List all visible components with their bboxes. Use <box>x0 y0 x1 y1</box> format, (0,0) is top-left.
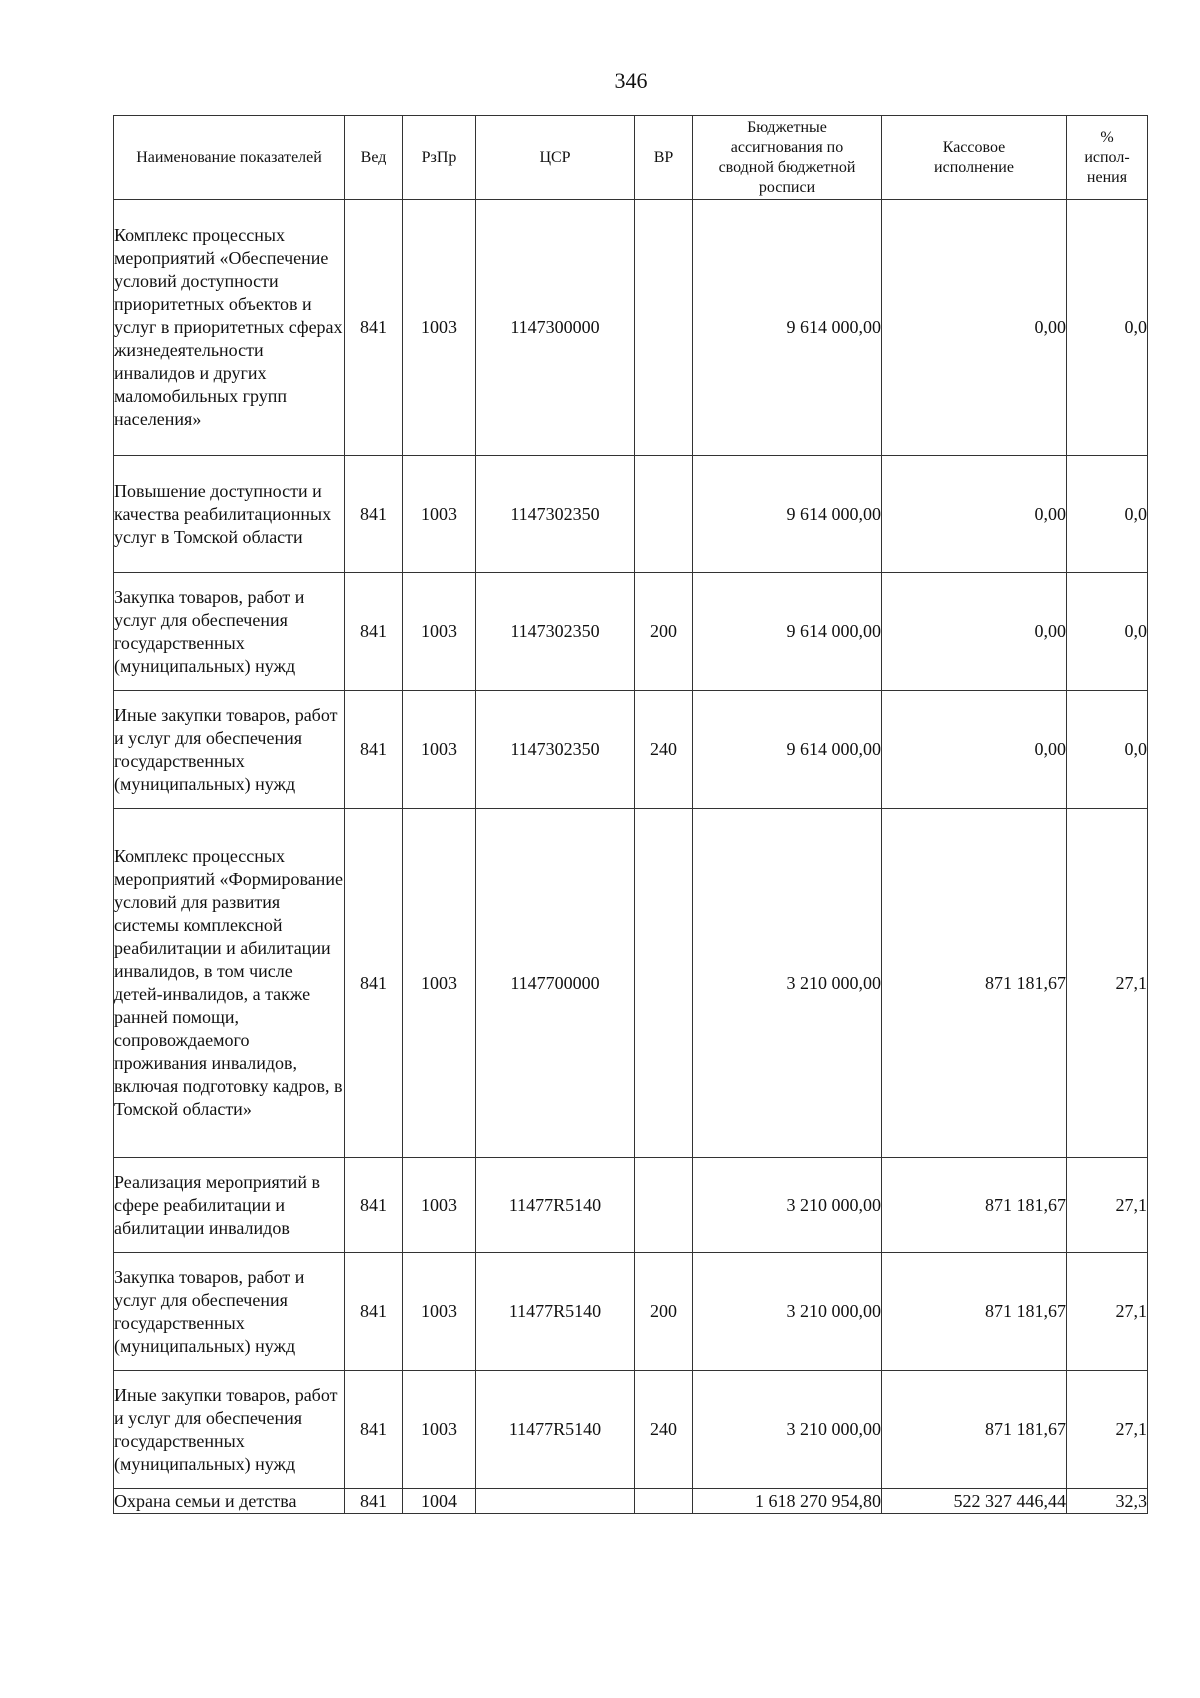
row-percent: 32,3 <box>1067 1489 1148 1514</box>
row-ved: 841 <box>345 691 403 809</box>
row-vr <box>635 456 693 573</box>
row-vr <box>635 809 693 1158</box>
row-csr: 1147302350 <box>476 456 635 573</box>
row-assignments: 3 210 000,00 <box>693 809 882 1158</box>
row-cash-execution: 871 181,67 <box>882 809 1067 1158</box>
row-name: Иные закупки товаров, работ и услуг для обеспечения государственных (муниципальных) нужд <box>114 691 345 809</box>
row-ved: 841 <box>345 1158 403 1253</box>
table-row <box>114 691 1148 809</box>
row-vr: 200 <box>635 573 693 691</box>
row-percent: 0,0 <box>1067 691 1148 809</box>
row-csr: 1147300000 <box>476 200 635 456</box>
row-rzpr: 1003 <box>403 573 476 691</box>
row-ved: 841 <box>345 809 403 1158</box>
row-vr: 200 <box>635 1253 693 1371</box>
row-cash-execution: 0,00 <box>882 573 1067 691</box>
table-row <box>114 1371 1148 1489</box>
row-csr: 11477R5140 <box>476 1371 635 1489</box>
row-vr <box>635 1158 693 1253</box>
row-assignments: 9 614 000,00 <box>693 691 882 809</box>
row-csr: 11477R5140 <box>476 1253 635 1371</box>
header-vr: ВР <box>635 116 693 200</box>
row-percent: 27,1 <box>1067 809 1148 1158</box>
row-assignments: 3 210 000,00 <box>693 1371 882 1489</box>
row-ved: 841 <box>345 573 403 691</box>
row-ved: 841 <box>345 1489 403 1514</box>
row-ved: 841 <box>345 1253 403 1371</box>
row-csr: 1147700000 <box>476 809 635 1158</box>
page-number: 346 <box>614 68 648 93</box>
row-name: Комплекс процессных мероприятий «Обеспечение условий доступности приоритетных объектов и услуг в приоритетных сферах жизнедеятельности инвалидов и других маломобильных групп населения» <box>114 200 345 456</box>
row-rzpr: 1004 <box>403 1489 476 1514</box>
row-name: Закупка товаров, работ и услуг для обеспечения государственных (муниципальных) нужд <box>114 573 345 691</box>
row-rzpr: 1003 <box>403 456 476 573</box>
table-header-row <box>114 116 1148 200</box>
header-rzpr: РзПр <box>403 116 476 200</box>
row-name: Повышение доступности и качества реабилитационных услуг в Томской области <box>114 456 345 573</box>
row-name: Иные закупки товаров, работ и услуг для обеспечения государственных (муниципальных) нужд <box>114 1371 345 1489</box>
row-percent: 27,1 <box>1067 1371 1148 1489</box>
header-csr: ЦСР <box>476 116 635 200</box>
table-row <box>114 809 1148 1158</box>
row-rzpr: 1003 <box>403 200 476 456</box>
table-row <box>114 1253 1148 1371</box>
row-rzpr: 1003 <box>403 691 476 809</box>
row-assignments: 3 210 000,00 <box>693 1158 882 1253</box>
row-percent: 0,0 <box>1067 200 1148 456</box>
header-cash-execution: Кассовое исполнение <box>882 116 1067 200</box>
header-ved: Вед <box>345 116 403 200</box>
row-csr: 11477R5140 <box>476 1158 635 1253</box>
table-row <box>114 1489 1148 1514</box>
row-csr: 1147302350 <box>476 691 635 809</box>
row-percent: 27,1 <box>1067 1158 1148 1253</box>
row-assignments: 9 614 000,00 <box>693 456 882 573</box>
row-csr: 1147302350 <box>476 573 635 691</box>
row-rzpr: 1003 <box>403 1371 476 1489</box>
budget-execution-table <box>113 115 1148 1514</box>
row-cash-execution: 0,00 <box>882 691 1067 809</box>
row-ved: 841 <box>345 456 403 573</box>
row-percent: 27,1 <box>1067 1253 1148 1371</box>
row-name: Охрана семьи и детства <box>114 1489 345 1514</box>
row-assignments: 9 614 000,00 <box>693 573 882 691</box>
row-assignments: 1 618 270 954,80 <box>693 1489 882 1514</box>
row-cash-execution: 871 181,67 <box>882 1253 1067 1371</box>
row-rzpr: 1003 <box>403 809 476 1158</box>
table-row <box>114 200 1148 456</box>
header-assignments: Бюджетные ассигнования по сводной бюджетной росписи <box>693 116 882 200</box>
row-assignments: 3 210 000,00 <box>693 1253 882 1371</box>
row-vr <box>635 1489 693 1514</box>
table-row <box>114 1158 1148 1253</box>
row-vr <box>635 200 693 456</box>
row-vr: 240 <box>635 691 693 809</box>
row-percent: 0,0 <box>1067 456 1148 573</box>
header-name: Наименование показателей <box>114 116 345 200</box>
row-cash-execution: 871 181,67 <box>882 1371 1067 1489</box>
table-row <box>114 456 1148 573</box>
row-rzpr: 1003 <box>403 1253 476 1371</box>
row-ved: 841 <box>345 1371 403 1489</box>
row-name: Комплекс процессных мероприятий «Формирование условий для развития системы комплексной реабилитации и абилитации инвалидов, в том числе детей-инвалидов, а также ранней помощи, сопровождаемого проживания инвалидов, включая подготовку кадров, в Томской области» <box>114 809 345 1158</box>
row-name: Закупка товаров, работ и услуг для обеспечения государственных (муниципальных) нужд <box>114 1253 345 1371</box>
table-row <box>114 573 1148 691</box>
row-cash-execution: 0,00 <box>882 200 1067 456</box>
row-csr <box>476 1489 635 1514</box>
row-ved: 841 <box>345 200 403 456</box>
row-cash-execution: 522 327 446,44 <box>882 1489 1067 1514</box>
row-assignments: 9 614 000,00 <box>693 200 882 456</box>
row-cash-execution: 0,00 <box>882 456 1067 573</box>
row-name: Реализация мероприятий в сфере реабилитации и абилитации инвалидов <box>114 1158 345 1253</box>
row-vr: 240 <box>635 1371 693 1489</box>
row-percent: 0,0 <box>1067 573 1148 691</box>
row-rzpr: 1003 <box>403 1158 476 1253</box>
row-cash-execution: 871 181,67 <box>882 1158 1067 1253</box>
header-percent: % испол-нения <box>1067 116 1148 200</box>
